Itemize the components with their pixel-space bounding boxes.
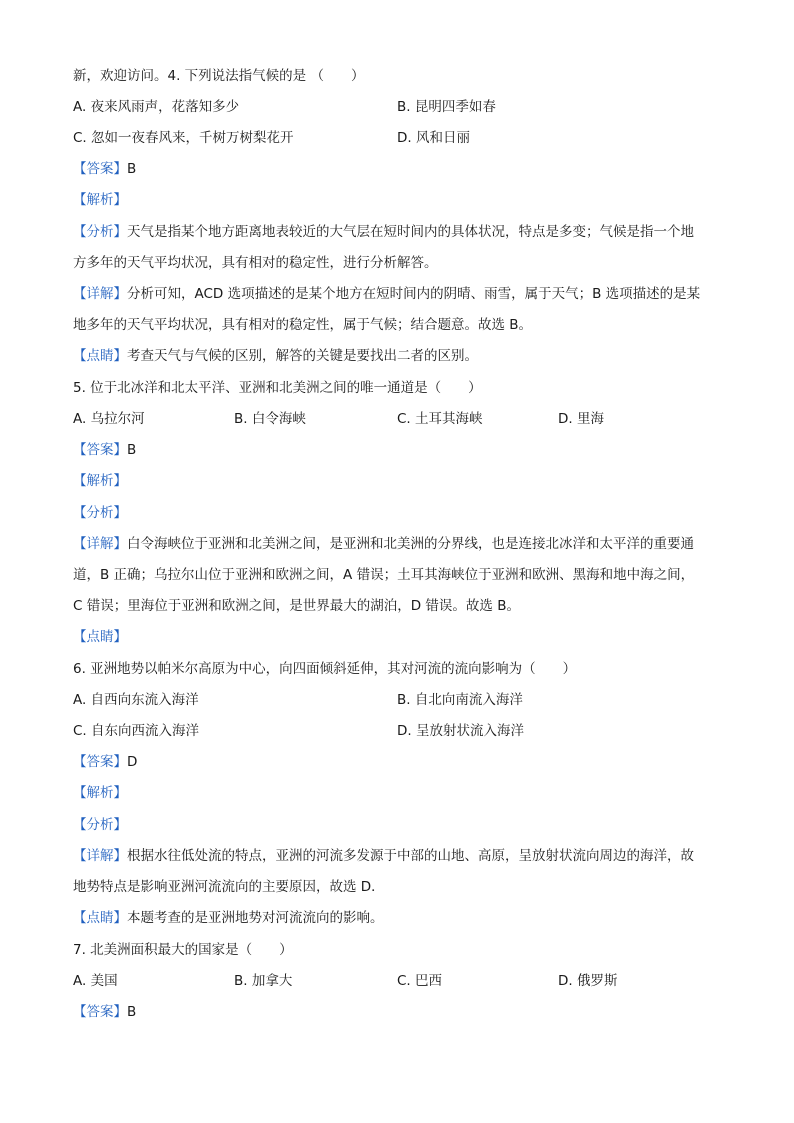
answer-tag: 【答案】	[73, 442, 127, 458]
q6-option-b: B. 自北向南流入海洋	[397, 692, 523, 708]
q6-xiangjie	[73, 846, 694, 866]
q4-option-a: A. 夜来风雨声，花落知多少	[73, 99, 240, 115]
dianjing-tag: 【点睛】	[73, 910, 127, 926]
q5-option-b: B. 白令海峡	[234, 411, 306, 427]
q4-answer	[73, 159, 136, 179]
q6-answer	[73, 752, 137, 772]
q7-option-b: B. 加拿大	[234, 973, 293, 989]
intro-q4-question: 新，欢迎访问。4. 下列说法指气候的是 （ ）	[73, 68, 365, 84]
answer-tag: 【答案】	[73, 754, 127, 770]
q5-question: 5. 位于北冰洋和北太平洋、亚洲和北美洲之间的唯一通道是（ ）	[73, 380, 482, 396]
q6-option-a: A. 自西向东流入海洋	[73, 692, 199, 708]
xiangjie-tag: 【详解】	[73, 286, 127, 302]
q5-dianjing-tag: 【点睛】	[73, 629, 127, 645]
xiangjie-tag: 【详解】	[73, 536, 127, 552]
xiangjie-tag: 【详解】	[73, 848, 127, 864]
q5-jiexi-tag: 【解析】	[73, 473, 127, 489]
q4-option-d: D. 风和日丽	[397, 130, 470, 146]
q7-option-c: C. 巴西	[397, 973, 443, 989]
answer-value: B	[127, 442, 137, 458]
q4-option-b: B. 昆明四季如春	[397, 99, 496, 115]
xiangjie-text: 白令海峡位于亚洲和北美洲之间，是亚洲和北美洲的分界线，也是连接北冰洋和太平洋的重要通	[127, 536, 694, 552]
q7-option-d: D. 俄罗斯	[558, 973, 618, 989]
fenxi-tag: 【分析】	[73, 224, 127, 240]
q4-fenxi-cont: 方多年的天气平均状况，具有相对的稳定性，进行分析解答。	[73, 255, 438, 271]
q7-answer	[73, 1002, 136, 1022]
q4-xiangjie	[73, 284, 700, 304]
q4-option-c: C. 忽如一夜春风来，千树万树梨花开	[73, 130, 294, 146]
q5-option-d: D. 里海	[558, 411, 604, 427]
xiangjie-text: 根据水往低处流的特点，亚洲的河流多发源于中部的山地、高原，呈放射状流向周边的海洋，故	[127, 848, 694, 864]
q5-option-c: C. 土耳其海峡	[397, 411, 483, 427]
dianjing-tag: 【点睛】	[73, 348, 127, 364]
q6-fenxi-tag: 【分析】	[73, 817, 127, 833]
q4-xiangjie-cont: 地多年的天气平均状况，具有相对的稳定性，属于气候；结合题意。故选 B。	[73, 317, 533, 333]
q6-option-c: C. 自东向西流入海洋	[73, 723, 200, 739]
fenxi-text: 天气是指某个地方距离地表较近的大气层在短时间内的具体状况，特点是多变；气候是指一个地	[127, 224, 694, 240]
q6-option-d: D. 呈放射状流入海洋	[397, 723, 524, 739]
q6-question: 6. 亚洲地势以帕米尔高原为中心，向四面倾斜延伸，其对河流的流向影响为（ ）	[73, 661, 577, 677]
q5-fenxi-tag: 【分析】	[73, 505, 127, 521]
dianjing-text: 考查天气与气候的区别，解答的关键是要找出二者的区别。	[127, 348, 478, 364]
xiangjie-text: 分析可知，ACD 选项描述的是某个地方在短时间内的阴晴、雨雪，属于天气；B 选项描述的是某	[127, 286, 701, 302]
dianjing-text: 本题考查的是亚洲地势对河流流向的影响。	[127, 910, 384, 926]
q5-xiangjie	[73, 534, 694, 554]
q5-xiangjie-cont2: C 错误；里海位于亚洲和欧洲之间，是世界最大的湖泊，D 错误。故选 B。	[73, 598, 520, 614]
q4-fenxi	[73, 222, 694, 242]
answer-value: B	[127, 1004, 137, 1020]
q5-answer	[73, 440, 136, 460]
answer-tag: 【答案】	[73, 1004, 127, 1020]
q6-dianjing	[73, 908, 384, 928]
answer-value: B	[127, 161, 137, 177]
q5-xiangjie-cont: 道，B 正确；乌拉尔山位于亚洲和欧洲之间，A 错误；土耳其海峡位于亚洲和欧洲、黑海和地中海之间，	[73, 567, 695, 583]
answer-tag: 【答案】	[73, 161, 127, 177]
q4-dianjing	[73, 346, 478, 366]
q7-option-a: A. 美国	[73, 973, 118, 989]
q5-option-a: A. 乌拉尔河	[73, 411, 145, 427]
answer-value: D	[127, 754, 138, 770]
q6-xiangjie-cont: 地势特点是影响亚洲河流流向的主要原因，故选 D．	[73, 879, 385, 895]
q6-jiexi-tag: 【解析】	[73, 785, 127, 801]
q7-question: 7. 北美洲面积最大的国家是（ ）	[73, 942, 293, 958]
q4-jiexi-tag: 【解析】	[73, 192, 127, 208]
